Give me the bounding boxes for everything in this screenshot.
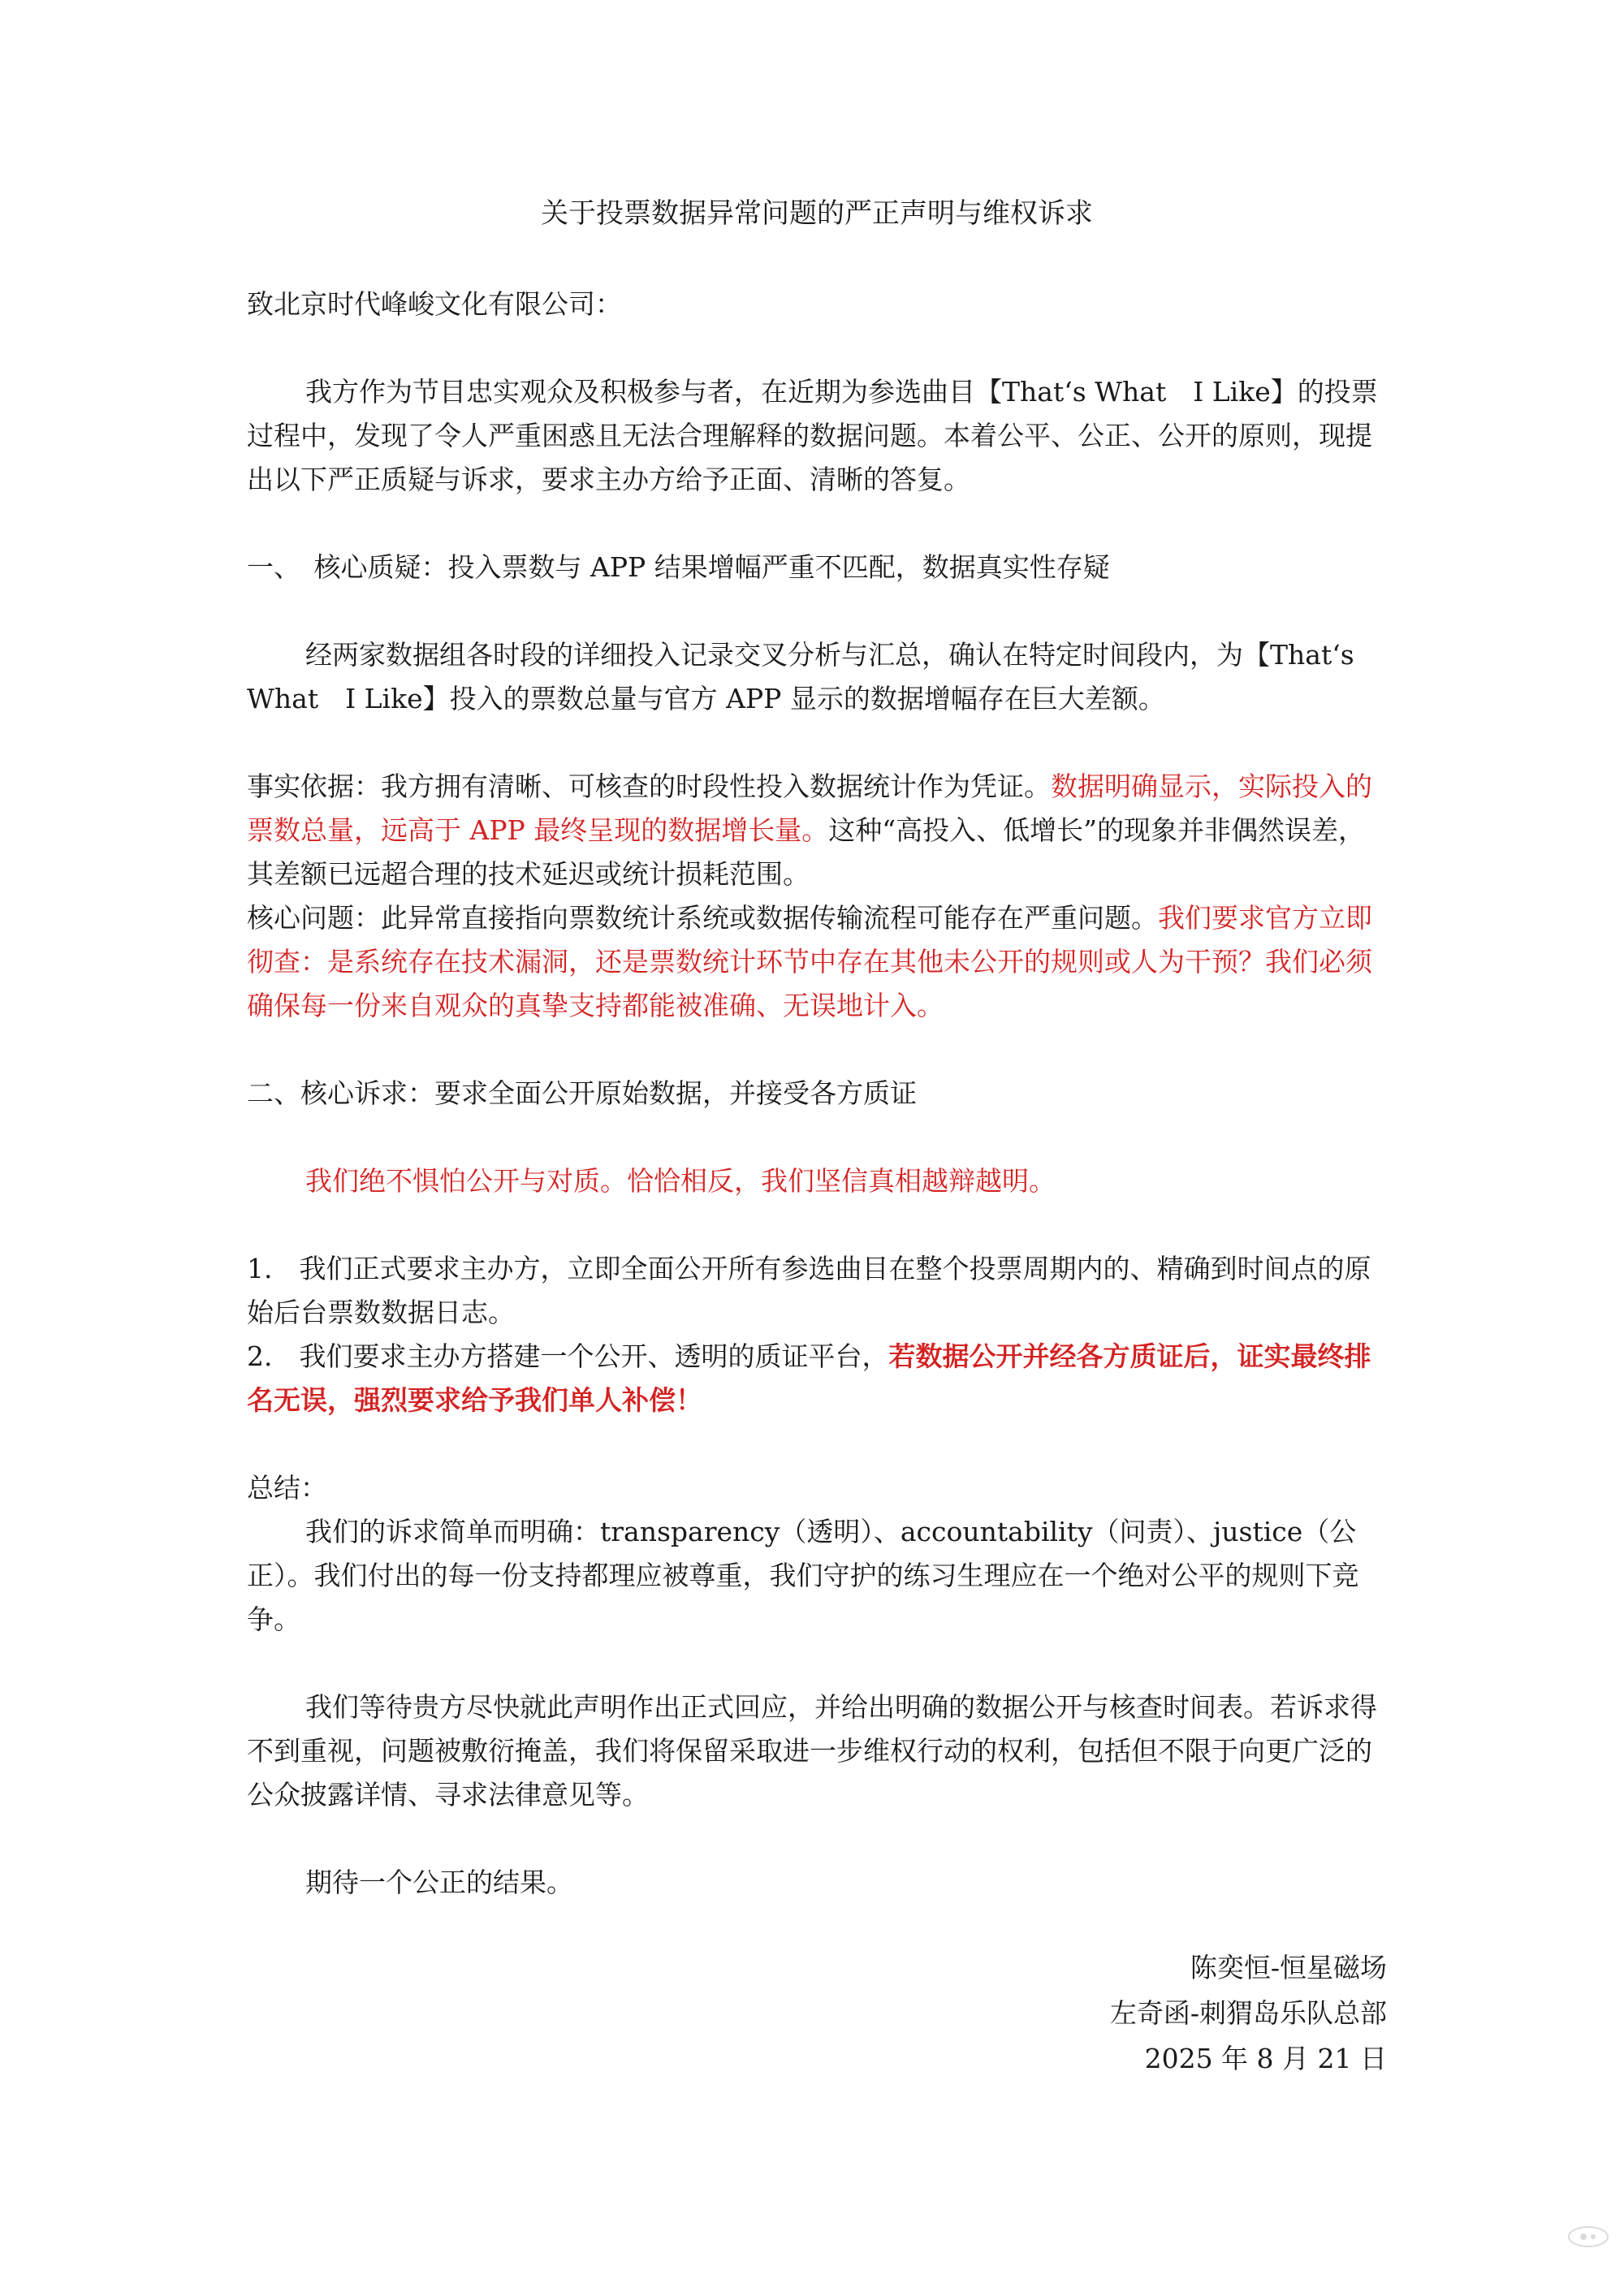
- addressee: 致北京时代峰峻文化有限公司：: [247, 288, 622, 320]
- core-issue-label: 核心问题：此异常直接指向票数统计系统或数据传输流程可能存在严重问题。: [247, 902, 1158, 934]
- section-2-heading: 二、核心诉求：要求全面公开原始数据，并接受各方质证: [247, 1077, 917, 1109]
- signature-date: 2025 年 8 月 21 日: [1144, 2043, 1387, 2074]
- demand-item-2-highlight: 若数据公开并经各方质证后，证实最终排名无误，强烈要求给予我们单人补偿！: [247, 1340, 1371, 1416]
- section-1-heading: 一、 核心质疑：投入票数与 APP 结果增幅严重不匹配，数据真实性存疑: [247, 551, 1110, 583]
- facts-highlight: 数据明确显示，实际投入的票数总量，远高于 APP 最终呈现的数据增长量。: [247, 770, 1372, 846]
- signature-line-1: 陈奕恒-恒星磁场: [1190, 1952, 1387, 1983]
- facts-paragraph: [247, 765, 1387, 896]
- document-title: 关于投票数据异常问题的严正声明与维权诉求: [541, 197, 1093, 230]
- section-2-statement: 我们绝不惧怕公开与对质。恰恰相反，我们坚信真相越辩越明。: [305, 1165, 1056, 1197]
- watermark-icon: [1567, 2225, 1609, 2249]
- demand-item-2: [247, 1335, 1387, 1422]
- statement-document: [247, 195, 1387, 2082]
- summary-body-2: 我们等待贵方尽快就此声明作出正式回应，并给出明确的数据公开与核查时间表。若诉求得不到重视，问题被敷衍掩盖，我们将保留采取进一步维权行动的权利，包括但不限于向更广泛的公众披露详情、寻求法律意见等。: [247, 1691, 1377, 1810]
- core-issue-highlight: 我们要求官方立即彻查：是系统存在技术漏洞，还是票数统计环节中存在其他未公开的规则或人为干预？我们必须确保每一份来自观众的真挚支持都能被准确、无误地计入。: [247, 902, 1372, 1021]
- signature-block: [247, 1945, 1387, 2082]
- intro-paragraph: 我方作为节目忠实观众及积极参与者，在近期为参选曲目【That‘s What I Like】的投票过程中，发现了令人严重困惑且无法合理解释的数据问题。本着公平、公正、公开的原则，现提出以下严正质疑与诉求，要求主办方给予正面、清晰的答复。: [247, 376, 1378, 495]
- facts-tail: 这种“高投入、低增长”的现象并非偶然误差，其差额已远超合理的技术延迟或统计损耗范围。: [247, 814, 1365, 890]
- summary-label: 总结：: [247, 1472, 327, 1504]
- core-issue-paragraph: [247, 896, 1387, 1028]
- section-1-body: 经两家数据组各时段的详细投入记录交叉分析与汇总，确认在特定时间段内，为【That‘s What I Like】投入的票数总量与官方 APP 显示的数据增幅存在巨大差额。: [247, 639, 1354, 714]
- demand-item-2-text: 2. 我们要求主办方搭建一个公开、透明的质证平台，: [247, 1340, 889, 1372]
- signature-line-2: 左奇函-刺猬岛乐队总部: [1109, 1997, 1387, 2029]
- facts-label: 事实依据：我方拥有清晰、可核查的时段性投入数据统计作为凭证。: [247, 770, 1051, 802]
- demand-item-1: 1. 我们正式要求主办方，立即全面公开所有参选曲目在整个投票周期内的、精确到时间点的原始后台票数数据日志。: [247, 1253, 1371, 1328]
- closing-line: 期待一个公正的结果。: [305, 1867, 573, 1898]
- summary-body-1: 我们的诉求简单而明确：transparency（透明）、accountability（问责）、justice（公正）。我们付出的每一份支持都理应被尊重，我们守护的练习生理应在一个绝对公平的规则下竞争。: [247, 1516, 1359, 1635]
